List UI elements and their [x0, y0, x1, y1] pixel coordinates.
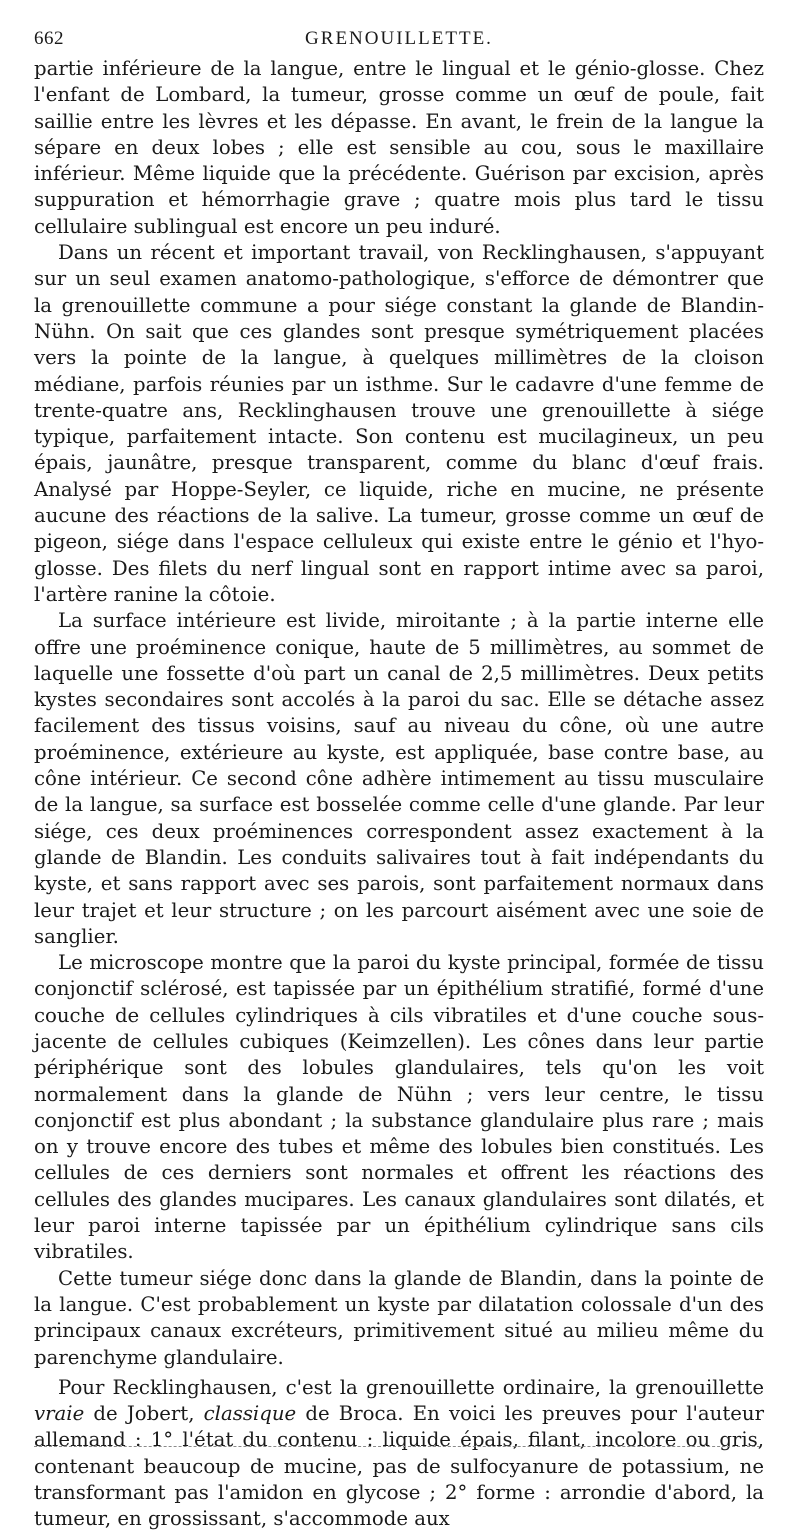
page-number: 662	[34, 28, 64, 49]
paragraph-1: partie inférieure de la langue, entre le lingual et le génio-glosse. Chez l'enfant de Lombard, la tumeur, grosse comme un œuf de poule, fait saillie entre les lèvres et les dépasse. En avant, le frein de la langue la sépare en deux lobes ; elle est sensible au cou, sous le maxillaire inférieur. Même liquide que la précédente. Guérison par excision, après suppuration et hémorrhagie grave ; quatre mois plus tard le tissu cellulaire sublingual est encore un peu induré.	[34, 57, 764, 238]
footer-rule	[34, 1446, 760, 1447]
paragraph-6-italic-classique: classique	[203, 1402, 297, 1426]
paragraph-3: La surface intérieure est livide, miroitante ; à la partie interne elle offre une proéminence conique, haute de 5 millimètres, au sommet de laquelle une fossette d'où part un canal de 2,5 millimètres. Deux petits kystes secondaires sont accolés à la paroi du sac. Elle se détache assez facilement des tissus voisins, sauf au niveau du cône, où une autre proéminence, extérieure au kyste, est appliquée, base contre base, au cône intérieur. Ce second cône adhère intimement au tissu musculaire de la langue, sa surface est bosselée comme celle d'une glande. Par leur siége, ces deux proéminences correspondent assez exactement à la glande de Blandin. Les conduits salivaires tout à fait indépendants du kyste, et sans rapport avec ses parois, sont parfaitement normaux dans leur trajet et leur structure ; on les parcourt aisément avec une soie de sanglier.	[34, 609, 764, 948]
paragraph-6	[34, 1375, 764, 1533]
paragraph-6-text-c: de Jobert,	[84, 1402, 204, 1426]
paragraph-6-italic-vraie: vraie	[34, 1402, 85, 1426]
paragraph-6-text-a: Pour Recklinghausen, c'est la grenouillette ordinaire, la grenouillette	[58, 1375, 764, 1399]
running-title: GRENOUILLETTE.	[305, 28, 493, 49]
page	[34, 28, 764, 1533]
paragraph-5: Cette tumeur siége donc dans la glande de Blandin, dans la pointe de la langue. C'est probablement un kyste par dilatation colossale d'un des principaux canaux excréteurs, primitivement situé au milieu même du parenchyme glandulaire.	[34, 1266, 764, 1369]
running-head	[34, 28, 764, 56]
paragraph-2: Dans un récent et important travail, von Recklinghausen, s'appuyant sur un seul examen anatomo-pathologique, s'efforce de démontrer que la grenouillette commune a pour siége constant la glande de Blandin-Nühn. On sait que ces glandes sont presque symétriquement placées vers la pointe de la langue, à quelques millimètres de la cloison médiane, parfois réunies par un isthme. Sur le cadavre d'une femme de trente-quatre ans, Recklinghausen trouve une grenouillette à siége typique, parfaitement intacte. Son contenu est mucilagineux, un peu épais, jaunâtre, presque transparent, comme du blanc d'œuf frais. Analysé par Hoppe-Seyler, ce liquide, riche en mucine, ne présente aucune des réactions de la salive. La tumeur, grosse comme un œuf de pigeon, siége dans l'espace celluleux qui existe entre le génio et l'hyo-glosse. Des filets du nerf lingual sont en rapport intime avec sa paroi, l'artère ranine la côtoie.	[34, 241, 764, 606]
body-text	[34, 56, 764, 1533]
paragraph-4: Le microscope montre que la paroi du kyste principal, formée de tissu conjonctif sclérosé, est tapissée par un épithélium stratifié, formé d'une couche de cellules cylindriques à cils vibratiles et d'une couche sous-jacente de cellules cubiques (Keimzellen). Les cônes dans leur partie périphérique sont des lobules glandulaires, tels qu'on les voit normalement dans la glande de Nühn ; vers leur centre, le tissu conjonctif est plus abondant ; la substance glandulaire plus rare ; mais on y trouve encore des tubes et même des lobules bien constitués. Les cellules de ces derniers sont normales et offrent les réactions des cellules des glandes mucipares. Les canaux glandulaires sont dilatés, et leur paroi interne tapissée par un épithélium cylindrique sans cils vibratiles.	[34, 951, 764, 1264]
paragraph-6-text-e: de Broca. En voici les preuves pour l'auteur allemand : 1° l'état du contenu : liquide épais, filant, incolore ou gris, contenant beaucoup de mucine, pas de sulfocyanure de potassium, ne transformant pas l'amidon en glycose ; 2° forme : arrondie d'abord, la tumeur, en grossissant, s'accommode aux	[34, 1402, 764, 1531]
